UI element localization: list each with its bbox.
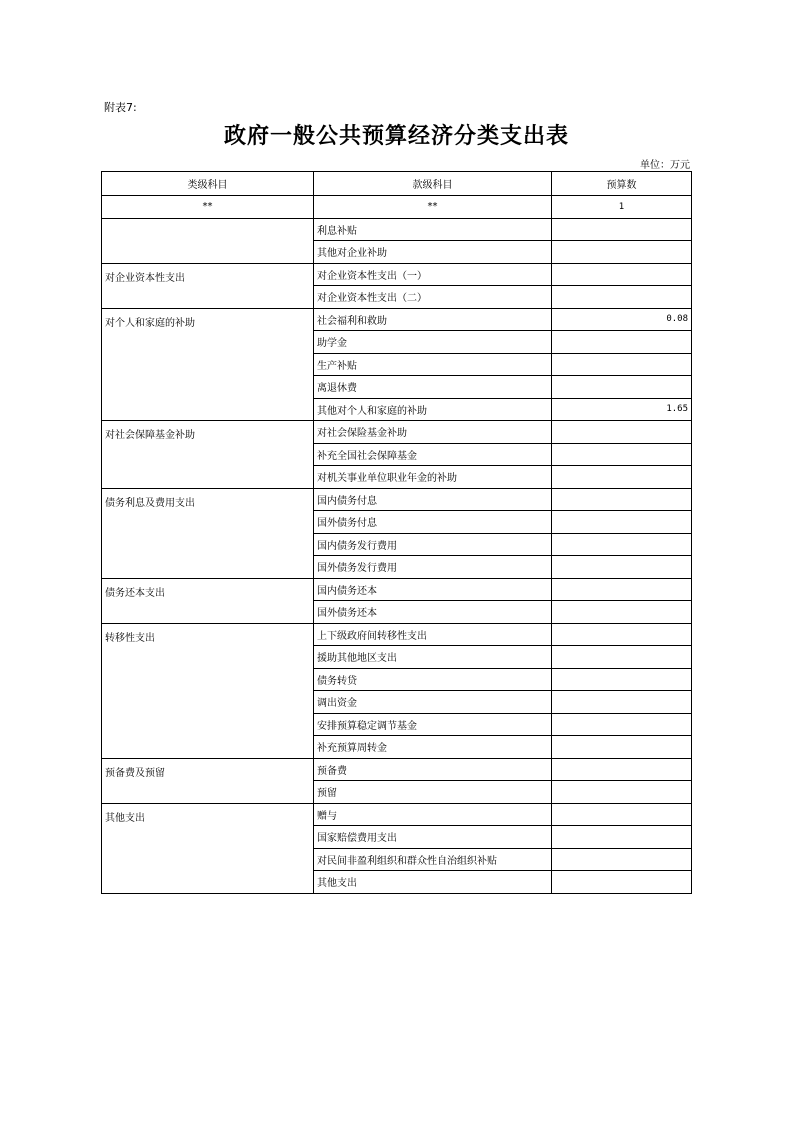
item-name-cell: 援助其他地区支出 — [314, 646, 552, 669]
unit-label: 单位：万元 — [640, 160, 690, 171]
table-header-row — [102, 172, 692, 196]
budget-value-cell — [552, 578, 692, 601]
item-name-cell: 赠与 — [314, 803, 552, 826]
item-name-cell: 社会福利和救助 — [314, 308, 552, 331]
item-name-cell: 国内债务发行费用 — [314, 533, 552, 556]
category-cell: 对社会保障基金补助 — [102, 421, 314, 489]
table-row — [102, 758, 692, 781]
item-name-cell: 助学金 — [314, 331, 552, 354]
header-budget: 预算数 — [552, 172, 692, 196]
code-item: ** — [314, 196, 552, 219]
table-row — [102, 218, 692, 241]
item-name-cell: 对社会保险基金补助 — [314, 421, 552, 444]
budget-value-cell — [552, 556, 692, 579]
category-cell: 债务利息及费用支出 — [102, 488, 314, 578]
item-name-cell: 对民间非盈利组织和群众性自治组织补贴 — [314, 848, 552, 871]
table-row — [102, 421, 692, 444]
item-name-cell: 生产补贴 — [314, 353, 552, 376]
code-budget: 1 — [552, 196, 692, 219]
item-name-cell: 预备费 — [314, 758, 552, 781]
table-row — [102, 308, 692, 331]
budget-value-cell — [552, 353, 692, 376]
item-name-cell: 其他对个人和家庭的补助 — [314, 398, 552, 421]
budget-value-cell — [552, 871, 692, 894]
budget-value-cell: 1.65 — [552, 398, 692, 421]
budget-value-cell — [552, 421, 692, 444]
budget-value-cell — [552, 533, 692, 556]
table-row — [102, 578, 692, 601]
category-cell: 债务还本支出 — [102, 578, 314, 623]
item-name-cell: 调出资金 — [314, 691, 552, 714]
item-name-cell: 对企业资本性支出（一） — [314, 263, 552, 286]
item-name-cell: 补充全国社会保障基金 — [314, 443, 552, 466]
budget-value-cell — [552, 713, 692, 736]
item-name-cell: 其他对企业补助 — [314, 241, 552, 264]
table-row — [102, 263, 692, 286]
item-name-cell: 上下级政府间转移性支出 — [314, 623, 552, 646]
item-name-cell: 对机关事业单位职业年金的补助 — [314, 466, 552, 489]
item-name-cell: 补充预算周转金 — [314, 736, 552, 759]
item-name-cell: 利息补贴 — [314, 218, 552, 241]
budget-value-cell — [552, 443, 692, 466]
item-name-cell: 离退休费 — [314, 376, 552, 399]
expenditure-table — [101, 171, 692, 894]
budget-value-cell — [552, 511, 692, 534]
header-category: 类级科目 — [102, 172, 314, 196]
category-cell: 其他支出 — [102, 803, 314, 893]
item-name-cell: 国外债务付息 — [314, 511, 552, 534]
category-cell: 对个人和家庭的补助 — [102, 308, 314, 421]
item-name-cell: 国内债务付息 — [314, 488, 552, 511]
item-name-cell: 预留 — [314, 781, 552, 804]
item-name-cell: 国外债务还本 — [314, 601, 552, 624]
budget-value-cell — [552, 218, 692, 241]
category-cell — [102, 218, 314, 263]
budget-value-cell — [552, 601, 692, 624]
category-cell: 预备费及预留 — [102, 758, 314, 803]
item-name-cell: 国内债务还本 — [314, 578, 552, 601]
budget-value-cell — [552, 646, 692, 669]
budget-value-cell — [552, 781, 692, 804]
budget-value-cell — [552, 848, 692, 871]
item-name-cell: 安排预算稳定调节基金 — [314, 713, 552, 736]
budget-value-cell — [552, 758, 692, 781]
page-title: 政府一般公共预算经济分类支出表 — [223, 123, 569, 149]
budget-value-cell — [552, 263, 692, 286]
item-name-cell: 国外债务发行费用 — [314, 556, 552, 579]
table-row — [102, 623, 692, 646]
budget-value-cell — [552, 286, 692, 309]
budget-value-cell — [552, 826, 692, 849]
code-row — [102, 196, 692, 219]
table-row — [102, 803, 692, 826]
budget-value-cell — [552, 803, 692, 826]
item-name-cell: 国家赔偿费用支出 — [314, 826, 552, 849]
budget-value-cell — [552, 668, 692, 691]
attachment-label: 附表7: — [104, 101, 137, 114]
item-name-cell: 债务转贷 — [314, 668, 552, 691]
item-name-cell: 对企业资本性支出（二） — [314, 286, 552, 309]
category-cell: 转移性支出 — [102, 623, 314, 758]
budget-value-cell — [552, 241, 692, 264]
item-name-cell: 其他支出 — [314, 871, 552, 894]
header-item: 款级科目 — [314, 172, 552, 196]
budget-value-cell — [552, 623, 692, 646]
category-cell: 对企业资本性支出 — [102, 263, 314, 308]
budget-value-cell — [552, 466, 692, 489]
code-category: ** — [102, 196, 314, 219]
budget-value-cell: 0.08 — [552, 308, 692, 331]
table-row — [102, 488, 692, 511]
budget-value-cell — [552, 691, 692, 714]
budget-value-cell — [552, 376, 692, 399]
budget-value-cell — [552, 736, 692, 759]
budget-value-cell — [552, 331, 692, 354]
budget-value-cell — [552, 488, 692, 511]
